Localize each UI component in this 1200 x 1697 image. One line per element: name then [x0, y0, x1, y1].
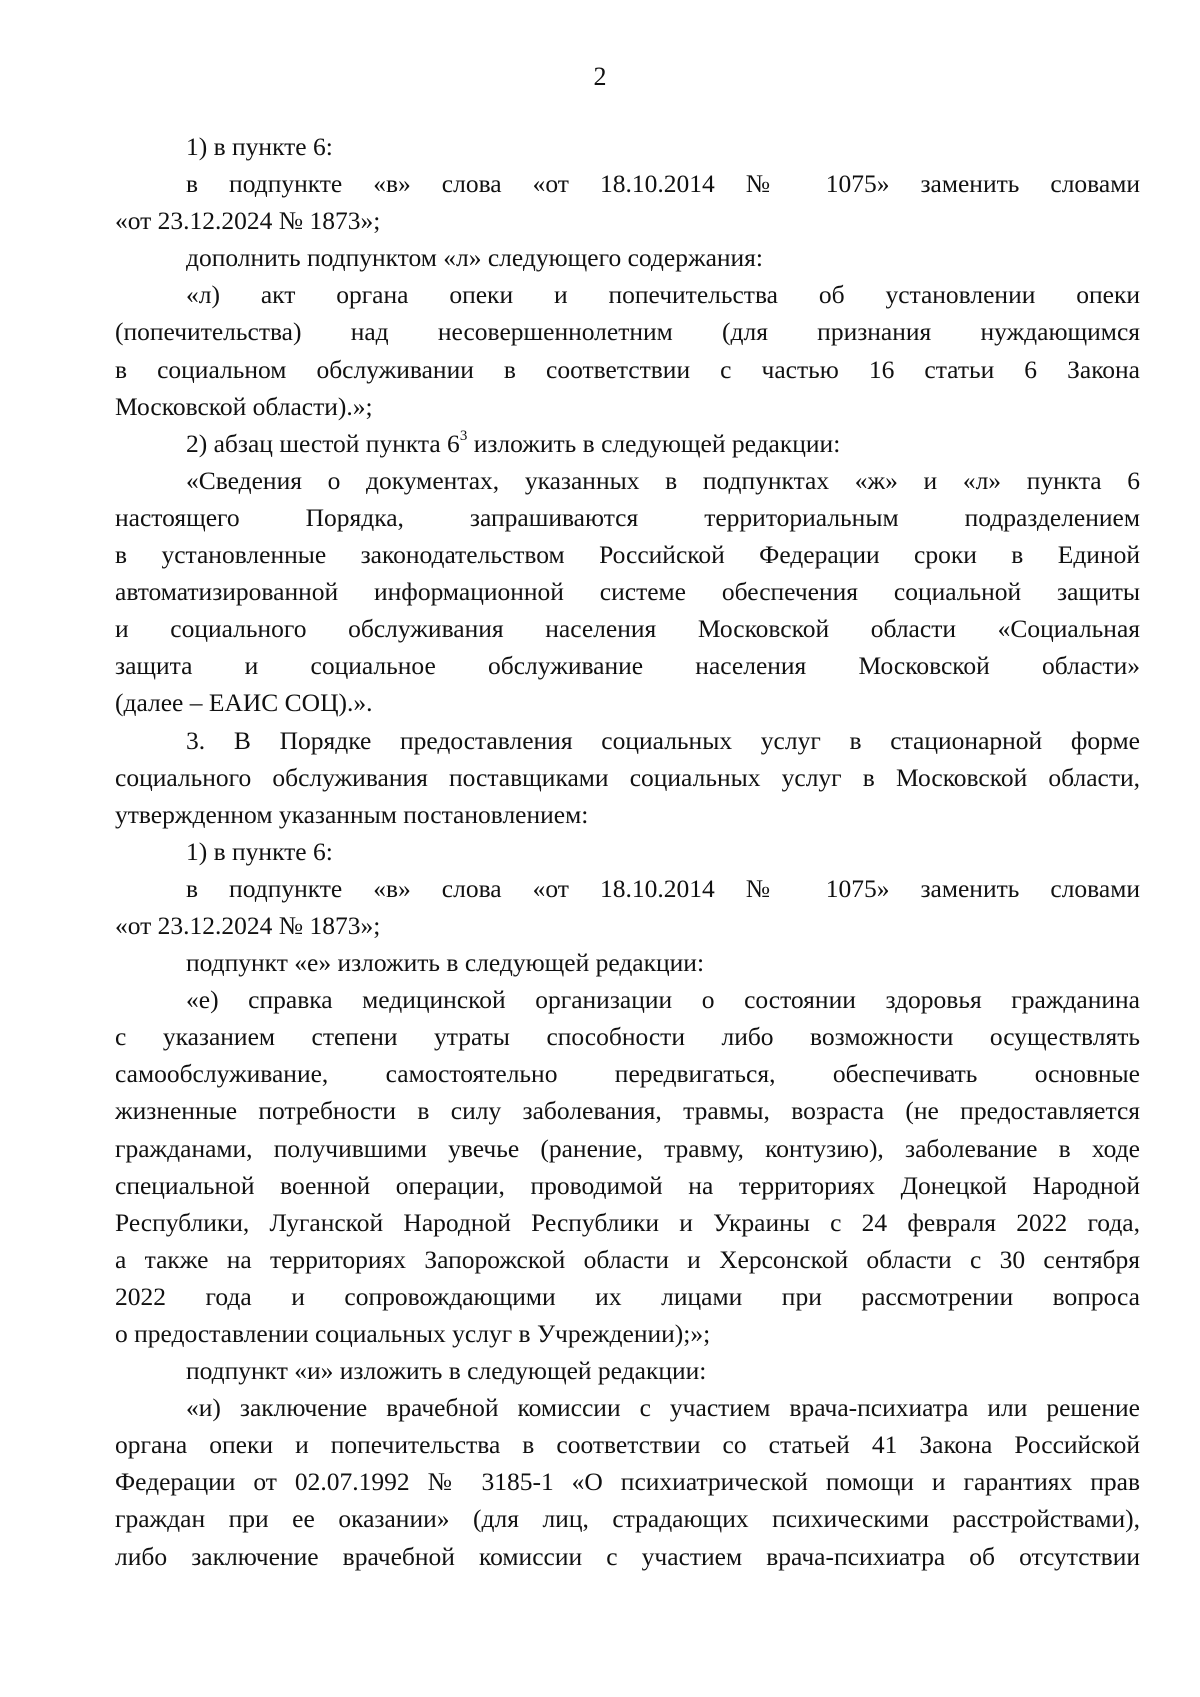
text-line [115, 351, 1140, 388]
text-line-content: в социальном обслуживании в соответствии с частью 16 статьи 6 Закона [115, 354, 1140, 384]
text-line [115, 1463, 1140, 1500]
text-line [115, 870, 1140, 907]
text-line [115, 1055, 1140, 1092]
text-line-content: либо заключение врачебной комиссии с участием врача-психиатра об отсутствии [115, 1541, 1140, 1571]
text-line-content: настоящего Порядка, запрашиваются территориальным подразделением [115, 502, 1140, 532]
text-line-content: 1) в пункте 6: [186, 132, 333, 161]
text-line-content: защита и социальное обслуживание населения Московской области» [115, 651, 1140, 681]
text-line-content: «от 23.12.2024 № 1873»; [115, 206, 381, 236]
text-line-content: 1) в пункте 6: [186, 836, 333, 866]
text-line-content: а также на территориях Запорожской области и Херсонской области с 30 сентября [115, 1244, 1140, 1274]
text-line-content: 2022 года и сопровождающими их лицами при рассмотрении вопроса [115, 1281, 1140, 1311]
text-line-content: автоматизированной информационной системе обеспечения социальной защиты [115, 577, 1140, 607]
page-number: 2 [593, 62, 607, 91]
text-line-content: в подпункте «в» слова «от 18.10.2014 № 1075» заменить словами [186, 873, 1140, 903]
text-line [115, 1204, 1140, 1241]
text-line-content: специальной военной операции, проводимой на территориях Донецкой Народной [115, 1170, 1140, 1200]
text-line [115, 1278, 1140, 1315]
text-line [115, 202, 1140, 239]
text-line-content: о предоставлении социальных услуг в Учреждении);»; [115, 1319, 711, 1348]
text-line-content: «Сведения о документах, указанных в подпунктах «ж» и «л» пункта 6 [186, 465, 1140, 495]
document-body [115, 128, 1140, 1575]
text-line-content: в установленные законодательством Российской Федерации сроки в Единой [115, 540, 1140, 570]
text-line-content: «и) заключение врачебной комиссии с участием врача-психиатра или решение [186, 1393, 1140, 1423]
text-line [115, 1389, 1140, 1426]
text-line [115, 1018, 1140, 1055]
superscript: 3 [459, 428, 468, 445]
text-line [115, 759, 1140, 796]
text-line-content: в подпункте «в» слова «от 18.10.2014 № 1075» заменить словами [186, 169, 1140, 199]
text-line-content: с указанием степени утраты способности либо возможности осуществлять [115, 1022, 1140, 1052]
text-line [115, 1352, 1140, 1389]
text-line [115, 425, 1140, 462]
text-line [115, 610, 1140, 647]
text-line [115, 313, 1140, 350]
text-line-content: «от 23.12.2024 № 1873»; [115, 910, 381, 940]
text-line [115, 647, 1140, 684]
text-line [115, 833, 1140, 870]
text-line-content: утвержденном указанным постановлением: [115, 799, 589, 829]
text-line-content: Московской области).»; [115, 391, 373, 421]
text-line [115, 536, 1140, 573]
text-line [115, 944, 1140, 981]
text-line-content: Федерации от 02.07.1992 № 3185-1 «О психиатрической помощи и гарантиях прав [115, 1467, 1140, 1497]
text-line [115, 1130, 1140, 1167]
text-line-content: «е) справка медицинской организации о состоянии здоровья гражданина [186, 985, 1140, 1015]
text-line-content: 2) абзац шестой пункта 6 [186, 428, 460, 458]
text-line-content: гражданами, получившими увечье (ранение, травму, контузию), заболевание в ходе [115, 1133, 1140, 1163]
text-line [115, 1167, 1140, 1204]
text-line [115, 388, 1140, 425]
text-line-content: органа опеки и попечительства в соответствии со статьей 41 Закона Российской [115, 1430, 1140, 1460]
text-line-content: подпункт «и» изложить в следующей редакции: [186, 1356, 707, 1386]
text-line-content: самообслуживание, самостоятельно передвигаться, обеспечивать основные [115, 1059, 1140, 1089]
text-line [115, 1092, 1140, 1129]
text-line-content: подпункт «е» изложить в следующей редакции: [186, 948, 705, 978]
text-line-tail: изложить в следующей редакции: [467, 428, 841, 458]
text-line [115, 462, 1140, 499]
text-line [115, 1241, 1140, 1278]
text-line-content: дополнить подпунктом «л» следующего содержания: [186, 243, 763, 273]
text-line [115, 573, 1140, 610]
text-line [115, 276, 1140, 313]
text-line [115, 981, 1140, 1018]
text-line [115, 907, 1140, 944]
text-line [115, 722, 1140, 759]
text-line [115, 165, 1140, 202]
text-line [115, 796, 1140, 833]
text-line-content: «л) акт органа опеки и попечительства об установлении опеки [186, 280, 1140, 310]
text-line-content: (далее – ЕАИС СОЦ).». [115, 688, 373, 718]
text-line-content: граждан при ее оказании» (для лиц, страдающих психическими расстройствами), [115, 1504, 1140, 1534]
text-line [115, 128, 1140, 165]
text-line-content: и социального обслуживания населения Московской области «Социальная [115, 614, 1140, 644]
text-line [115, 1500, 1140, 1537]
text-line [115, 1426, 1140, 1463]
text-line [115, 499, 1140, 536]
text-line-content: жизненные потребности в силу заболевания, травмы, возраста (не предоставляется [115, 1096, 1140, 1126]
text-line-content: социального обслуживания поставщиками социальных услуг в Московской области, [115, 762, 1140, 792]
text-line [115, 684, 1140, 721]
text-line [115, 239, 1140, 276]
text-line-content: Республики, Луганской Народной Республики и Украины с 24 февраля 2022 года, [115, 1207, 1140, 1237]
text-line-content: (попечительства) над несовершеннолетним (для признания нуждающимся [115, 317, 1140, 347]
text-line-content: 3. В Порядке предоставления социальных услуг в стационарной форме [186, 725, 1140, 755]
text-line [115, 1315, 1140, 1352]
text-line [115, 1538, 1140, 1575]
